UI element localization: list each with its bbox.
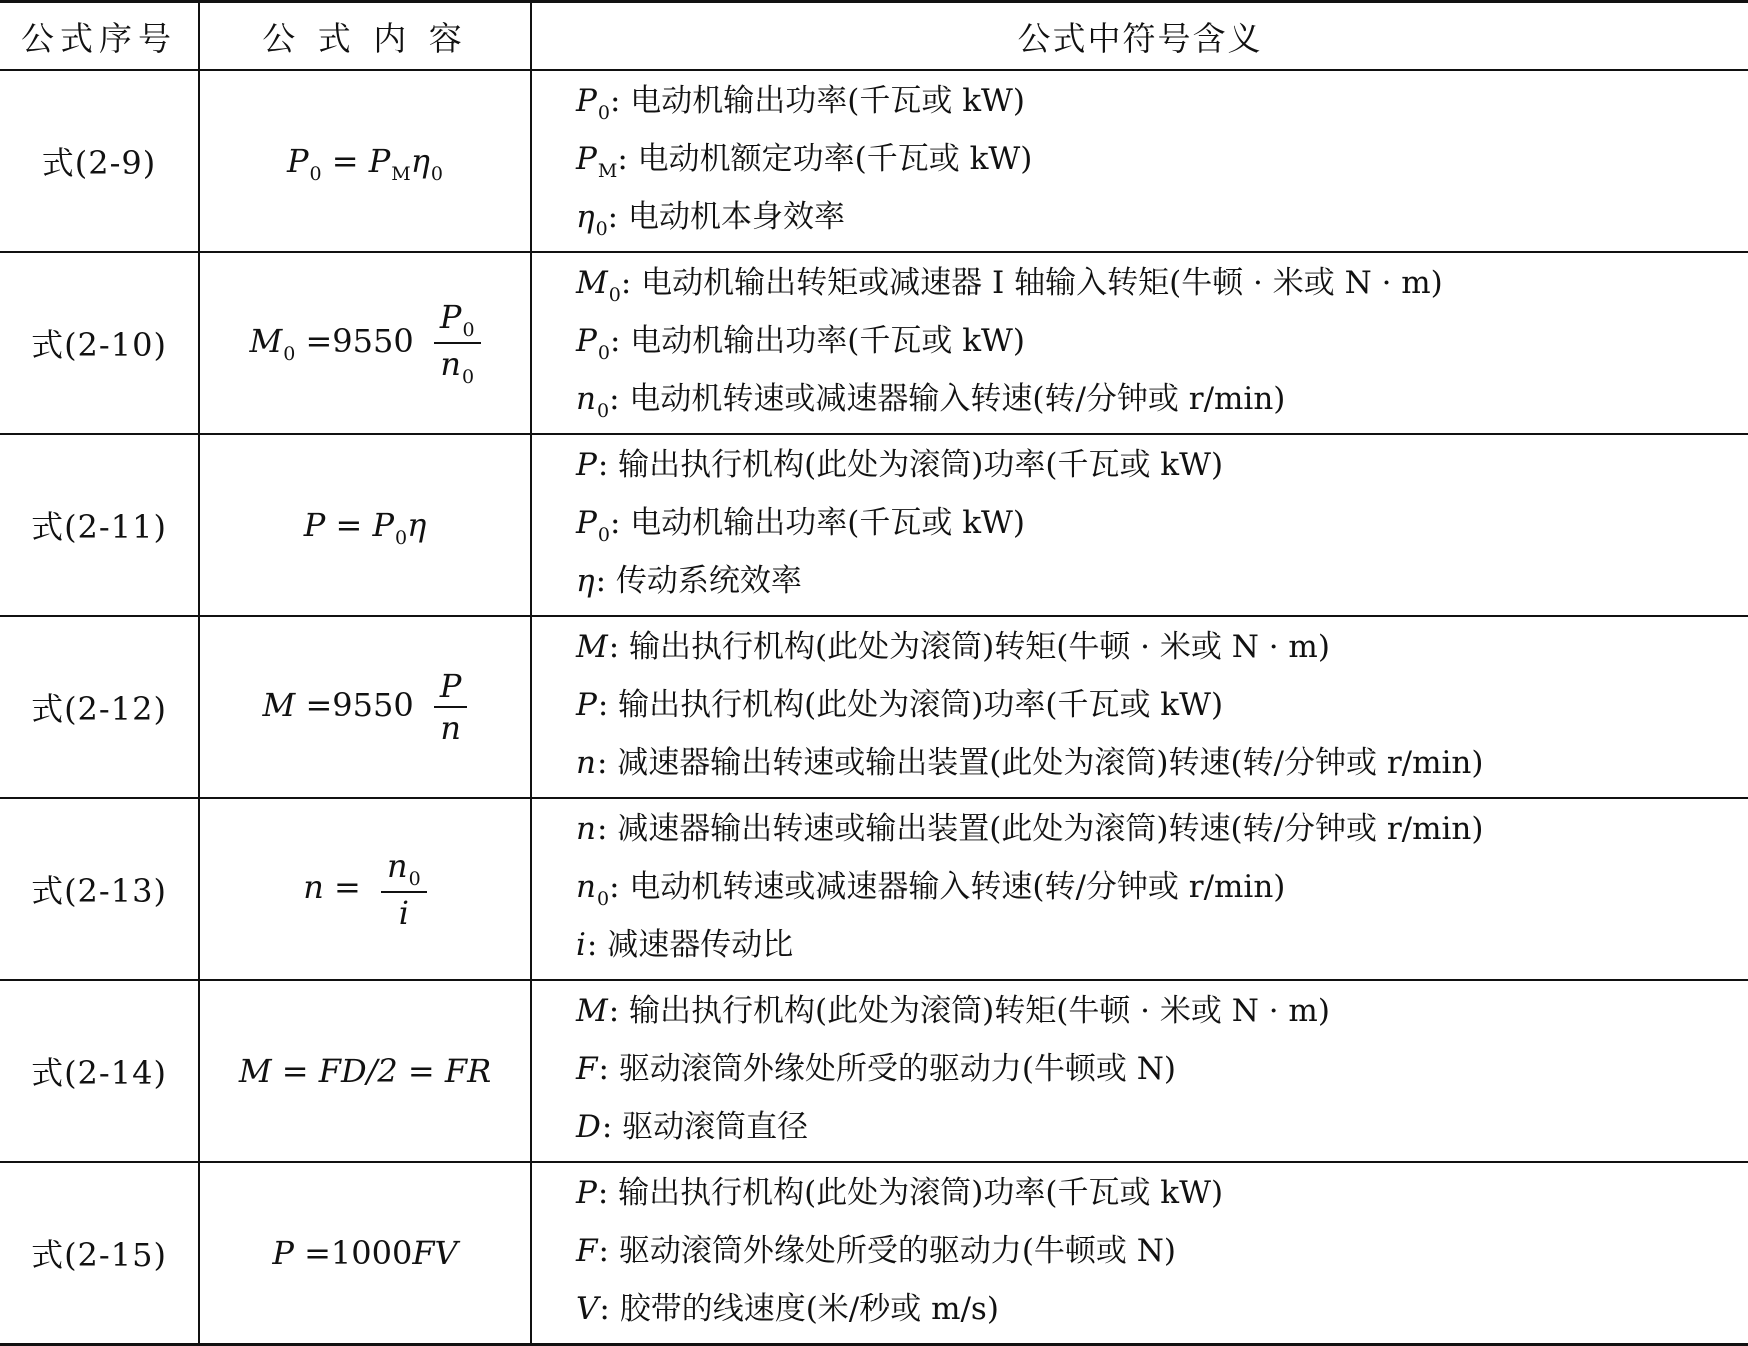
- symbol-meanings: [531, 1162, 1748, 1345]
- formula-rhs-sub: 0: [394, 527, 408, 549]
- formula-lhs: P: [286, 142, 309, 180]
- formula-lhs: M: [262, 685, 296, 724]
- table-row: [0, 434, 1748, 616]
- formula-eq: =9550: [305, 685, 414, 724]
- symbol-meanings: [531, 252, 1748, 434]
- symbol-definition: M: 输出执行机构(此处为滚筒)转矩(牛顿 · 米或 N · m): [576, 993, 1330, 1029]
- symbol-definition: D: 驱动滚筒直径: [576, 1109, 809, 1145]
- fraction-denominator: n: [440, 709, 461, 747]
- symbol-meanings: [531, 798, 1748, 980]
- formula-rhs: FV: [412, 1234, 458, 1272]
- fraction-numerator: P: [439, 667, 462, 705]
- fraction-denominator: i: [398, 893, 409, 932]
- formula-id: 式(2-12): [0, 616, 199, 798]
- formula-id: 式(2-14): [0, 980, 199, 1162]
- formula-id: 式(2-9): [0, 70, 199, 252]
- formula-eq: =: [334, 867, 361, 906]
- symbol-meanings: [531, 434, 1748, 616]
- formula-eq: =9550: [305, 321, 414, 360]
- formula-lhs: M: [238, 1052, 272, 1090]
- formula-fraction: [381, 846, 427, 933]
- formula-lhs: n: [303, 867, 324, 906]
- symbol-definition: F: 驱动滚筒外缘处所受的驱动力(牛顿或 N): [576, 1051, 1176, 1087]
- symbol-definition: P: 输出执行机构(此处为滚筒)功率(千瓦或 kW): [576, 687, 1224, 723]
- formula: [262, 667, 468, 747]
- formula-rhs2: η: [410, 142, 430, 180]
- symbol-definition: i: 减速器传动比: [576, 927, 794, 963]
- formula-eq: =: [335, 506, 363, 544]
- symbol-definition: M: 输出执行机构(此处为滚筒)转矩(牛顿 · 米或 N · m): [576, 629, 1330, 665]
- formula-eq: =: [331, 142, 359, 180]
- fraction-numerator-sub: 0: [408, 867, 421, 890]
- formula-content: [199, 70, 531, 252]
- table-row: [0, 798, 1748, 980]
- formula-id: 式(2-15): [0, 1162, 199, 1345]
- symbol-definition: n: 减速器输出转速或输出装置(此处为滚筒)转速(转/分钟或 r/min): [576, 811, 1484, 847]
- formula: [303, 506, 427, 549]
- formula: [249, 298, 480, 388]
- symbol-definition: $P_0$: 电动机输出功率(千瓦或 kW): [576, 323, 1025, 364]
- symbol-definition: P: 输出执行机构(此处为滚筒)功率(千瓦或 kW): [576, 1175, 1224, 1211]
- symbol-definition: $n_0$: 电动机转速或减速器输入转速(转/分钟或 r/min): [576, 869, 1286, 910]
- table-row: [0, 70, 1748, 252]
- formula-lhs-sub: 0: [309, 163, 322, 185]
- formula-content: [199, 616, 531, 798]
- fraction-denominator-sub: 0: [461, 366, 475, 388]
- formula-rhs-sub: M: [391, 163, 411, 185]
- header-formula-number: 公式序号: [0, 2, 199, 71]
- formula: [286, 142, 444, 185]
- table-row: [0, 616, 1748, 798]
- symbol-meanings: [531, 980, 1748, 1162]
- formula-content: [199, 252, 531, 434]
- symbol-definition: n: 减速器输出转速或输出装置(此处为滚筒)转速(转/分钟或 r/min): [576, 745, 1484, 781]
- formula: [239, 1052, 491, 1090]
- fraction-numerator: P: [439, 298, 462, 336]
- formula: [272, 1234, 457, 1272]
- symbol-definition: $\eta_0$: 电动机本身效率: [576, 199, 845, 240]
- formula-rhs: P: [372, 506, 394, 544]
- table-row: [0, 1162, 1748, 1345]
- formula-rhs2-sub: 0: [430, 163, 444, 185]
- formula-lhs: P: [272, 1234, 294, 1272]
- symbol-meanings: [531, 616, 1748, 798]
- symbol-definition: $P_0$: 电动机输出功率(千瓦或 kW): [576, 83, 1025, 124]
- formula-id: 式(2-11): [0, 434, 199, 616]
- formula-rhs: FD/2 = FR: [318, 1052, 492, 1090]
- table-row: [0, 252, 1748, 434]
- fraction-denominator: n: [440, 345, 461, 383]
- formula-lhs: P: [303, 506, 326, 544]
- fraction-numerator-sub: 0: [462, 319, 475, 341]
- header-formula-content: 公 式 内 容: [199, 2, 531, 71]
- table-row: [0, 980, 1748, 1162]
- formula-rhs: P: [368, 142, 391, 180]
- formula-content: [199, 434, 531, 616]
- symbol-definition: $P_M$: 电动机额定功率(千瓦或 kW): [576, 141, 1033, 182]
- symbol-meanings: [531, 70, 1748, 252]
- formula-id: 式(2-10): [0, 252, 199, 434]
- formula-fraction: [434, 297, 481, 389]
- formula-content: [199, 980, 531, 1162]
- symbol-definition: $P_0$: 电动机输出功率(千瓦或 kW): [576, 505, 1025, 546]
- formula-content: [199, 1162, 531, 1345]
- symbol-definition: V: 胶带的线速度(米/秒或 m/s): [576, 1291, 999, 1327]
- header-symbol-meaning: 公式中符号含义: [531, 2, 1748, 71]
- symbol-definition: η: 传动系统效率: [576, 563, 802, 599]
- fraction-numerator: n: [387, 846, 408, 885]
- formula: [303, 846, 426, 932]
- formula-lhs-sub: 0: [283, 342, 296, 365]
- symbol-definition: P: 输出执行机构(此处为滚筒)功率(千瓦或 kW): [576, 447, 1224, 483]
- formula-lhs: M: [249, 321, 283, 360]
- formula-content: [199, 798, 531, 980]
- formula-eq: =: [281, 1052, 309, 1090]
- formula-rhs2: η: [407, 506, 427, 544]
- formula-fraction: [434, 666, 468, 748]
- symbol-definition: F: 驱动滚筒外缘处所受的驱动力(牛顿或 N): [576, 1233, 1176, 1269]
- header-row: [0, 2, 1748, 71]
- symbol-definition: $M_0$: 电动机输出转矩或减速器 Ⅰ 轴输入转矩(牛顿 · 米或 N · m): [576, 265, 1443, 306]
- formula-eq: =1000: [304, 1234, 413, 1272]
- symbol-definition: $n_0$: 电动机转速或减速器输入转速(转/分钟或 r/min): [576, 381, 1286, 422]
- formula-id: 式(2-13): [0, 798, 199, 980]
